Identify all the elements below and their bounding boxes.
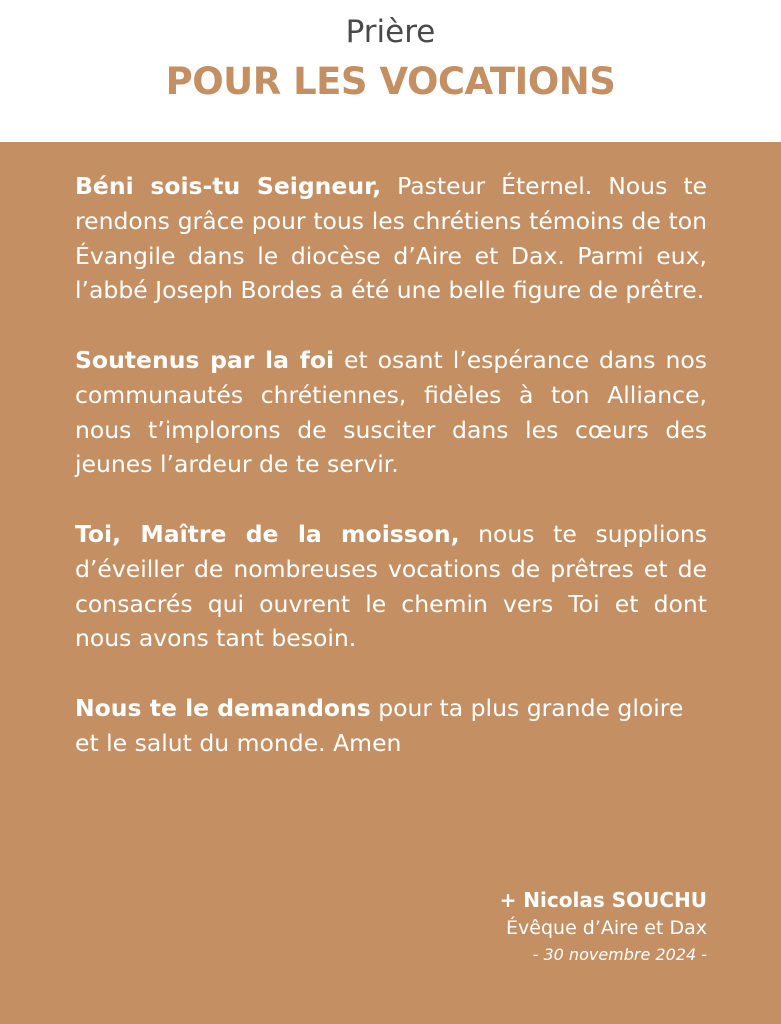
paragraph-lead: Nous te le demandons — [75, 693, 371, 722]
prayer-panel — [0, 142, 781, 1024]
prayer-paragraph-2 — [75, 343, 707, 482]
paragraph-text: et osant l’espérance dans nos communautés chrétiennes, fidèles à ton Alliance, nous t’implorons de susciter dans les cœurs des jeunes l’ardeur de te servir. — [75, 345, 707, 479]
paragraph-text: pour ta plus grande gloire et le salut du monde. Amen — [75, 693, 684, 757]
prayer-text — [75, 169, 707, 795]
signature — [500, 886, 707, 967]
prayer-paragraph-1 — [75, 169, 707, 308]
prayer-paragraph-3 — [75, 517, 707, 656]
signature-date: - 30 novembre 2024 - — [532, 945, 707, 964]
paragraph-text: Pasteur Éternel. Nous te rendons grâce pour tous les chrétiens témoins de ton Évangile dans le diocèse d’Aire et Dax. Parmi eux, l’abbé Joseph Bordes a été une belle figure de prêtre. — [75, 172, 707, 305]
paragraph-text: nous te supplions d’éveiller de nombreuses vocations de prêtres et de consacrés qui ouvrent le chemin vers Toi et dont nous avons tant besoin. — [75, 519, 707, 653]
header-title: POUR LES VOCATIONS — [165, 60, 616, 103]
signature-name: + Nicolas SOUCHU — [499, 888, 707, 912]
prayer-paragraph-4 — [75, 691, 707, 761]
header — [0, 0, 781, 142]
paragraph-lead: Toi, Maître de la moisson, — [75, 519, 460, 548]
signature-role: Évêque d’Aire et Dax — [506, 917, 707, 939]
paragraph-lead: Soutenus par la foi — [75, 345, 335, 374]
header-kicker: Prière — [345, 14, 436, 50]
paragraph-lead: Béni sois-tu Seigneur, — [75, 172, 382, 200]
